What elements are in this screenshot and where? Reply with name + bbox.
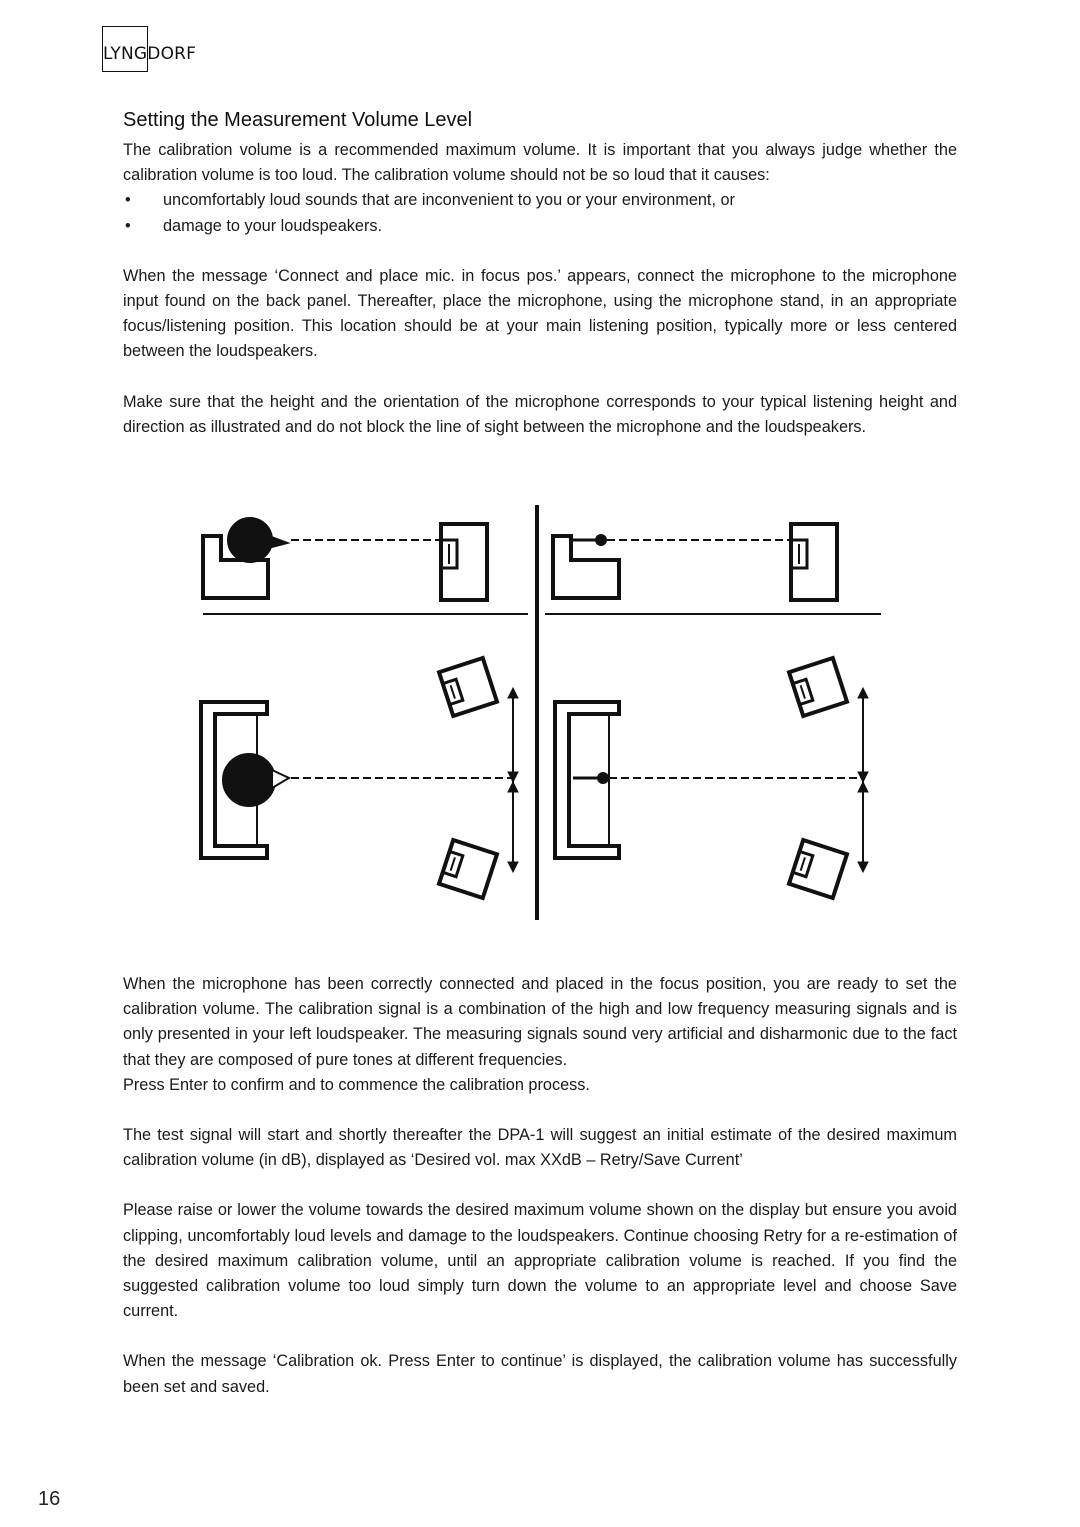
page-number: 16	[38, 1488, 61, 1510]
speaker-top-lower	[789, 840, 847, 898]
lower-content	[123, 972, 957, 1400]
top-view-microphone	[555, 658, 868, 898]
side-view-microphone	[545, 524, 881, 614]
speaker-side	[791, 524, 837, 600]
upper-content	[123, 106, 957, 440]
listener-nose	[270, 536, 289, 548]
bullet-icon: •	[125, 216, 131, 235]
listener-head	[229, 519, 271, 561]
list-item-text: damage to your loudspeakers.	[163, 216, 383, 235]
speaker-top-upper	[439, 658, 497, 716]
enter-paragraph: Press Enter to confirm and to commence the calibration process.	[123, 1075, 590, 1094]
mic-icon	[597, 536, 605, 544]
height-paragraph: Make sure that the height and the orientation of the microphone corresponds to your typical listening height and direction as illustrated and do not block the line of sight between the microphone and the loudspeakers.	[123, 392, 957, 436]
listener-nose	[272, 770, 289, 788]
brand-logo: LYNGDORF	[103, 44, 197, 64]
intro-paragraph: The calibration volume is a recommended maximum volume. It is important that you always judge whether the calibration volume is too loud. The calibration volume should not be so loud that it causes:	[123, 141, 957, 185]
placement-diagram	[195, 500, 885, 925]
side-view-listener	[203, 519, 528, 614]
test-signal-paragraph: The test signal will start and shortly thereafter the DPA-1 will suggest an initial estimate of the desired maximum calibration volume (in dB), displayed as ‘Desired vol. max XXdB – Retry/Save Current’	[123, 1126, 957, 1170]
calibration-ok-paragraph: When the message ‘Calibration ok. Press Enter to continue’ is displayed, the calibration volume has successfully been set and saved.	[123, 1352, 957, 1396]
list-item	[123, 214, 957, 239]
ready-paragraph: When the microphone has been correctly connected and placed in the focus position, you are ready to set the calibration volume. The calibration signal is a combination of the high and low frequency measuring signals and is only presented in your left loudspeaker. The measuring signals sound very artificial and disharmonic due to the fact that they are composed of pure tones at different frequencies.	[123, 975, 957, 1069]
chair-side	[553, 536, 619, 598]
list-item-text: uncomfortably loud sounds that are inconvenient to you or your environment, or	[163, 191, 735, 210]
warning-list	[123, 188, 957, 238]
speaker-top-lower	[439, 840, 497, 898]
bullet-icon: •	[125, 191, 131, 210]
top-view-listener	[201, 658, 518, 898]
speaker-top-upper	[789, 658, 847, 716]
section-title: Setting the Measurement Volume Level	[123, 109, 473, 131]
list-item	[123, 188, 957, 213]
connect-paragraph: When the message ‘Connect and place mic. in focus pos.’ appears, connect the microphone to the microphone input found on the back panel. Thereafter, place the microphone, using the microphone stand, in an appropriate focus/listening position. This location should be at your main listening position, typically more or less centered between the loudspeakers.	[123, 266, 957, 361]
microphone-placement-illustration	[195, 500, 885, 925]
speaker-side	[441, 524, 487, 600]
mic-icon	[599, 774, 607, 782]
raise-volume-paragraph: Please raise or lower the volume towards the desired maximum volume shown on the display but ensure you avoid clipping, uncomfortably loud levels and damage to the loudspeakers. Continue choosing Retry for a re-estimation of the desired maximum calibration volume, until an appropriate calibration volume is reached. If you find the suggested calibration volume too loud simply turn down the volume to an appropriate level and choose Save current.	[123, 1201, 957, 1321]
listener-head	[224, 755, 274, 805]
